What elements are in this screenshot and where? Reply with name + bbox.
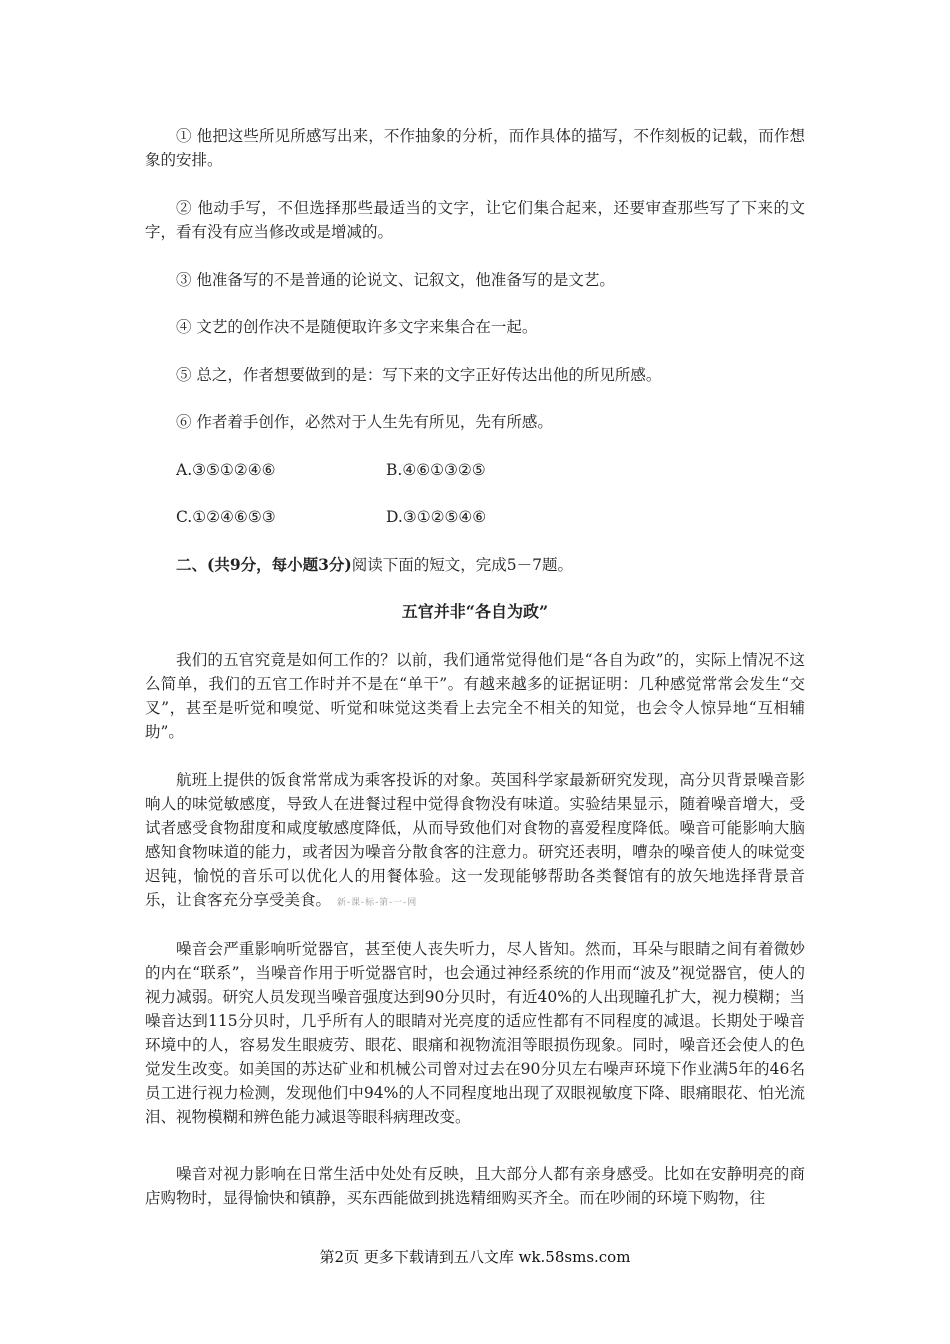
sentence-5: ⑤ 总之，作者想要做到的是：写下来的文字正好传达出他的所见所感。	[176, 366, 662, 384]
section-instruction: 阅读下面的短文，完成5－7题。	[351, 556, 573, 574]
article-paragraph-4: 噪音对视力影响在日常生活中处处有反映，且大部分人都有亲身感受。比如在安静明亮的商店购物时，显得愉快和镇静，买东西能做到挑选精细购买齐全。而在吵闹的环境下购物，往	[145, 1165, 805, 1207]
section-heading	[145, 553, 805, 577]
article-paragraph-3: 噪音会严重影响听觉器官，甚至使人丧失听力，尽人皆知。然而，耳朵与眼睛之间有着微妙的内在“联系”，当噪音作用于听觉器官时，也会通过神经系统的作用而“波及”视觉器官，使人的视力减弱。研究人员发现当噪音强度达到90分贝时，有近40%的人出现瞳孔扩大，视力模糊；当噪音达到115分贝时，几乎所有人的眼睛对光亮度的适应性都有不同程度的减退。长期处于噪音环境中的人，容易发生眼疲劳、眼花、眼痛和视物流泪等眼损伤现象。同时，噪音还会使人的色觉发生改变。如美国的苏达矿业和机械公司曾对过去在90分贝左右噪声环境下作业满5年的46名员工进行视力检测，发现他们中94%的人不同程度地出现了双眼视敏度下降、眼痛眼花、怕光流泪、视物模糊和辨色能力减退等眼科病理改变。	[145, 940, 805, 1126]
section-heading-bold: 二、(共9分，每小题3分)	[176, 555, 352, 574]
option-d: D.③①②⑤④⑥	[386, 508, 487, 526]
sentence-2: ② 他动手写，不但选择那些最适当的文字，让它们集合起来，还要审查那些写了下来的文字，看有没有应当修改或是增减的。	[145, 199, 805, 241]
sentence-3: ③ 他准备写的不是普通的论说文、记叙文，他准备写的是文艺。	[176, 271, 615, 289]
watermark-text: 新-课-标-第-一-网	[337, 898, 418, 908]
article-paragraph-2	[145, 768, 805, 915]
sentence-4: ④ 文艺的创作决不是随便取许多文字来集合在一起。	[176, 318, 538, 336]
article-paragraph-2-text: 航班上提供的饭食常常成为乘客投诉的对象。英国科学家最新研究发现，高分贝背景噪音影响人的味觉敏感度，导致人在进餐过程中觉得食物没有味道。实验结果显示，随着噪音增大，受试者感受食物甜度和咸度敏感度降低，从而导致他们对食物的喜爱程度降低。噪音可能影响大脑感知食物味道的能力，或者因为噪音分散食客的注意力。研究还表明，嘈杂的噪音使人的味觉变迟钝，愉悦的音乐可以优化人的用餐体验。这一发现能够帮助各类餐馆有的放矢地选择背景音乐，让食客充分享受美食。	[145, 771, 805, 909]
page-footer: 第2页 更多下载请到五八文库 wk.58sms.com	[319, 1248, 631, 1266]
sentence-1: ① 他把这些所见所感写出来，不作抽象的分析，而作具体的描写，不作刻板的记载，而作想象的安排。	[145, 127, 805, 169]
article-title: 五官并非“各自为政”	[401, 602, 549, 621]
option-a: A.③⑤①②④⑥	[176, 461, 276, 479]
option-c: C.①②④⑥⑤③	[176, 508, 276, 526]
option-b: B.④⑥①③②⑤	[386, 461, 486, 479]
article-paragraph-1: 我们的五官究竟是如何工作的？以前，我们通常觉得他们是“各自为政”的，实际上情况不这么简单，我们的五官工作时并不是在“单干”。有越来越多的证据证明：几种感觉常常会发生“交叉”，甚至是听觉和嗅觉、听觉和味觉这类看上去完全不相关的知觉，也会令人惊异地“互相辅助”。	[145, 651, 805, 741]
sentence-6: ⑥ 作者着手创作，必然对于人生先有所见，先有所感。	[176, 413, 553, 431]
